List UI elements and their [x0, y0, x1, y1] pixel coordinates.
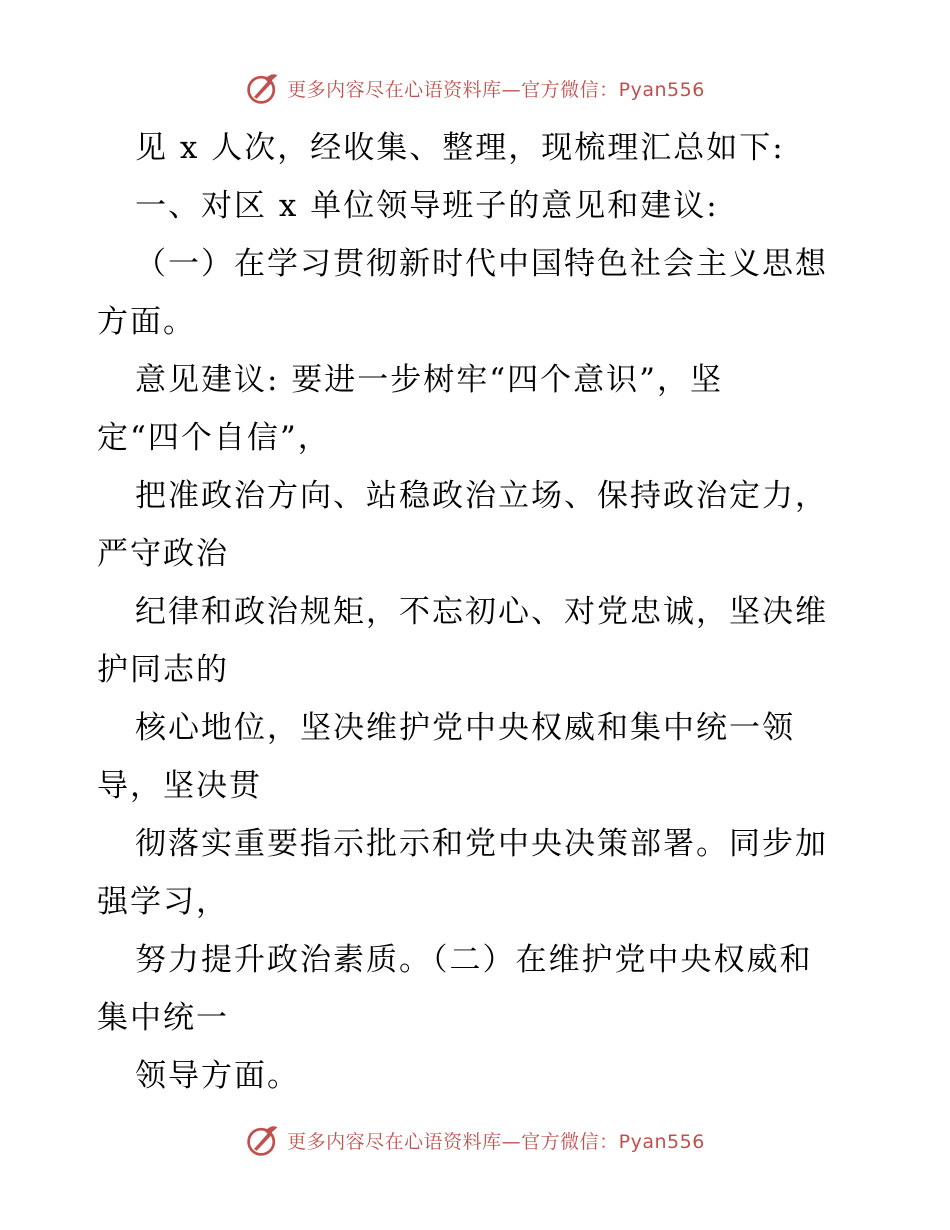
subsection-heading: （一）在学习贯彻新时代中国特色社会主义思想: [135, 246, 828, 282]
paragraph-line: 强学习，: [97, 884, 229, 920]
header-watermark: [0, 68, 950, 108]
section-heading: 一、对区 x 单位领导班子的意见和建议:: [135, 188, 719, 224]
paragraph-line: 严守政治: [97, 536, 229, 572]
pen-logo-icon: [245, 70, 281, 106]
paragraph-line: 纪律和政治规矩，不忘初心、对党忠诚，坚决维: [135, 594, 828, 630]
paragraph-line: 彻落实重要指示批示和党中央决策部署。同步加: [135, 826, 828, 862]
paragraph-line: 见 x 人次，经收集、整理，现梳理汇总如下:: [135, 130, 785, 166]
paragraph-line: 核心地位，坚决维护党中央权威和集中统一领: [135, 710, 795, 746]
watermark-text: 更多内容尽在心语资料库—官方微信：Pyan556: [287, 1130, 705, 1153]
paragraph-line: 努力提升政治素质。（二）在维护党中央权威和: [135, 942, 813, 978]
pen-logo-icon: [245, 1122, 281, 1158]
footer-watermark: [0, 1120, 950, 1160]
paragraph-line: 护同志的: [97, 652, 229, 688]
paragraph-line: 定“四个自信”，: [97, 420, 331, 456]
paragraph-line: 集中统一: [97, 1000, 229, 1036]
paragraph-line: 意见建议: 要进一步树牢“四个意识”，坚: [135, 362, 723, 398]
paragraph-line: 把准政治方向、站稳政治立场、保持政治定力，: [135, 478, 828, 514]
watermark-text: 更多内容尽在心语资料库—官方微信：Pyan556: [287, 78, 705, 101]
paragraph-line: 导，坚决贯: [97, 768, 262, 804]
paragraph-line: 方面。: [97, 304, 196, 340]
paragraph-line: 领导方面。: [135, 1058, 300, 1094]
